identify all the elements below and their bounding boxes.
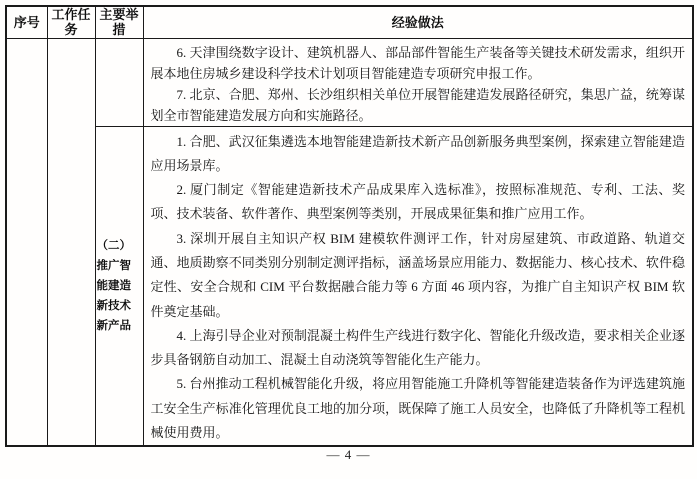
header-row <box>6 6 693 38</box>
practice-paragraph: 1. 合肥、武汉征集遴选本地智能建造新技术新产品创新服务典型案例，探索建立智能建造应用场景库。 <box>150 133 685 173</box>
practice-paragraph: 4. 上海引导企业对预制混凝土构件生产线进行数字化、智能化升级改造，要求相关企业逐步具备钢筋自动加工、混凝土自动浇筑等智能化生产能力。 <box>150 327 685 368</box>
col-header-serial-number: 序号 <box>6 6 47 38</box>
serial-number-cell <box>6 38 47 446</box>
page-number: — 4 — <box>326 447 371 462</box>
practice-paragraph: 5. 台州推动工程机械智能化升级，将应用智能施工升降机等智能建造装备作为评选建筑施工安全生产标准化管理优良工地的加分项，既保障了施工人员安全，也降低了升降机等工程机械使用费用。 <box>150 376 685 441</box>
table-row <box>6 38 693 126</box>
practice-paragraph: 7. 北京、合肥、郑州、长沙组织相关单位开展智能建造发展路径研究，集思广益，统筹谋划全市智能建造发展方向和实施路径。 <box>150 86 685 123</box>
main-measure-cell <box>95 38 143 126</box>
col-header-main-measure: 主要举措 <box>95 6 143 38</box>
practice-paragraph: 3. 深圳开展自主知识产权 BIM 建模软件测评工作，针对房屋建筑、市政道路、轨道交通、地质勘察不同类别分别制定测评指标，涵盖场景应用能力、数据能力、核心技术、软件稳定性、安全合规和 CIM 平台数据融合能力等 6 方面 46 项内容，为推广自主知识产权 BIM 软件奠定基础。 <box>150 230 685 319</box>
practice-cell <box>143 38 693 126</box>
table-row <box>6 126 693 446</box>
col-header-experience-practice: 经验做法 <box>143 6 693 38</box>
main-measure-cell: （二）推广智能建造新技术新产品 <box>95 126 143 446</box>
practice-cell <box>143 126 693 446</box>
practice-paragraph: 2. 厦门制定《智能建造新技术产品成果库入选标准》，按照标准规范、专利、工法、奖项、技术装备、软件著作、典型案例等类别，开展成果征集和推广应用工作。 <box>150 182 685 222</box>
experience-practices-table <box>5 5 694 447</box>
practice-paragraph: 6. 天津围绕数字设计、建筑机器人、部品部件智能生产装备等关键技术研发需求，组织开展本地住房城乡建设科学技术计划项目智能建造专项研究申报工作。 <box>150 44 685 81</box>
col-header-work-task: 工作任务 <box>47 6 95 38</box>
work-task-cell <box>47 38 95 446</box>
